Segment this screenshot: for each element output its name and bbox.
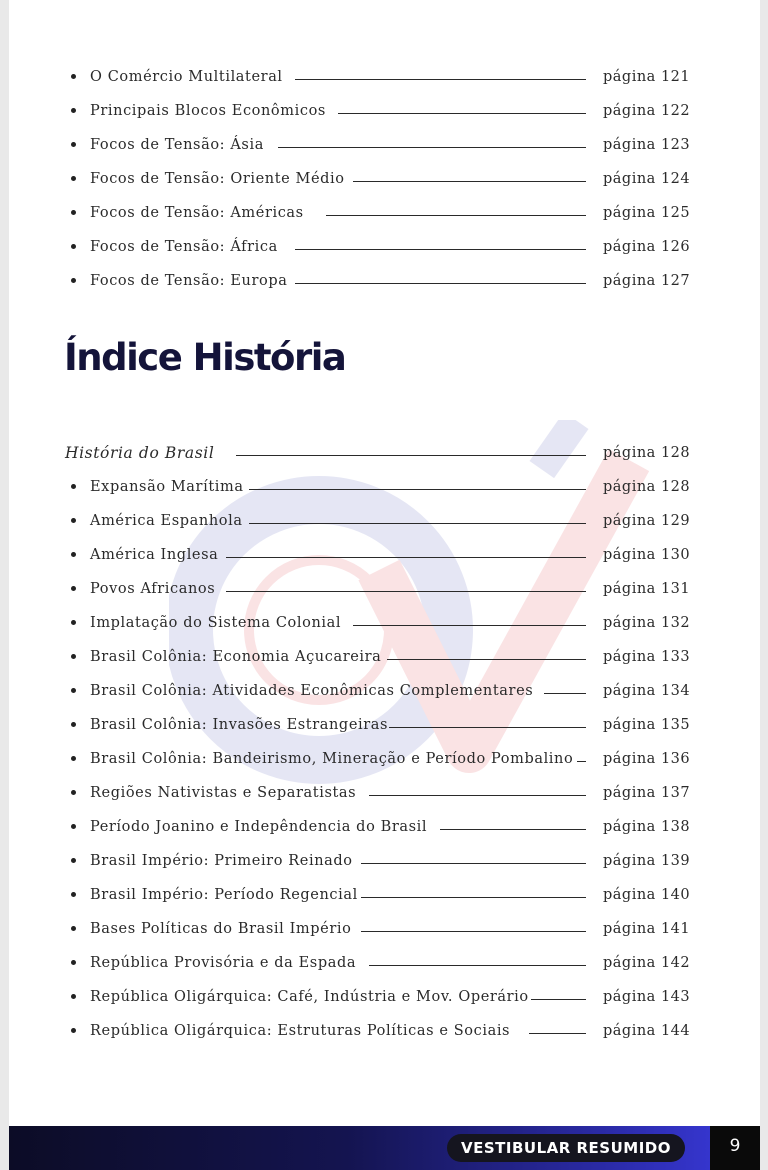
toc-entry[interactable] [9,577,760,601]
historia-heading-row[interactable] [9,441,760,465]
bullet-icon [71,722,76,727]
bullet-icon [71,824,76,829]
bullet-icon [71,620,76,625]
toc-entry-page: página 127 [603,273,691,289]
leader-line [226,557,586,558]
toc-entry-label: América Espanhola [90,513,243,529]
toc-entry[interactable] [9,65,760,89]
toc-entry-page: página 135 [603,717,691,733]
toc-entry-page: página 121 [603,69,691,85]
toc-entry-page: página 143 [603,989,691,1005]
leader-line [531,999,586,1000]
bullet-icon [71,518,76,523]
leader-line [369,965,586,966]
bullet-icon [71,484,76,489]
toc-entry-label: Brasil Colônia: Bandeirismo, Mineração e Período Pombalino [90,751,574,767]
toc-entry[interactable] [9,235,760,259]
leader-line [361,863,586,864]
bullet-icon [71,654,76,659]
toc-entry-page: página 132 [603,615,691,631]
historia-heading-label: História do Brasil [65,444,215,462]
bullet-icon [71,858,76,863]
leader-line [226,591,586,592]
leader-line [529,1033,586,1034]
toc-entry-page: página 129 [603,513,691,529]
toc-entry-page: página 131 [603,581,691,597]
leader-line [326,215,586,216]
toc-entry[interactable] [9,815,760,839]
leader-line [577,761,586,762]
toc-entry[interactable] [9,509,760,533]
toc-entry-page: página 125 [603,205,691,221]
toc-entry-page: página 123 [603,137,691,153]
leader-line [440,829,586,830]
toc-entry-label: Focos de Tensão: Américas [90,205,304,221]
bullet-icon [71,960,76,965]
toc-entry-label: Regiões Nativistas e Separatistas [90,785,357,801]
toc-entry-label: Implatação do Sistema Colonial [90,615,342,631]
leader-line [338,113,586,114]
toc-entry-label: Principais Blocos Econômicos [90,103,326,119]
toc-entry-label: República Oligárquica: Estruturas Políticas e Sociais [90,1023,511,1039]
bullet-icon [71,1028,76,1033]
toc-entry[interactable] [9,99,760,123]
toc-entry[interactable] [9,269,760,293]
brand-badge: VESTIBULAR RESUMIDO [447,1134,685,1162]
leader-line [249,523,586,524]
historia-heading-page: página 128 [603,445,691,461]
bullet-icon [71,790,76,795]
toc-entry[interactable] [9,645,760,669]
toc-entry-label: Brasil Império: Período Regencial [90,887,358,903]
toc-entry-label: República Provisória e da Espada [90,955,357,971]
leader-line [278,147,586,148]
bullet-icon [71,278,76,283]
toc-entry[interactable] [9,747,760,771]
toc-entry[interactable] [9,543,760,567]
toc-entry-label: Focos de Tensão: Europa [90,273,288,289]
leader-line [353,625,586,626]
toc-entry-label: Focos de Tensão: Ásia [90,137,264,153]
leader-line [295,249,586,250]
bullet-icon [71,994,76,999]
toc-entry[interactable] [9,849,760,873]
bullet-icon [71,688,76,693]
toc-entry-page: página 133 [603,649,691,665]
toc-entry-page: página 136 [603,751,691,767]
bullet-icon [71,586,76,591]
toc-entry-page: página 141 [603,921,691,937]
toc-entry[interactable] [9,883,760,907]
toc-entry-label: Período Joanino e Indepêndencia do Brasil [90,819,428,835]
leader-line [295,79,586,80]
section-title: Índice História [64,336,346,379]
toc-entry[interactable] [9,133,760,157]
toc-entry-label: República Oligárquica: Café, Indústria e Mov. Operário [90,989,529,1005]
toc-entry-label: Brasil Colônia: Economia Açucareira [90,649,382,665]
toc-entry[interactable] [9,917,760,941]
toc-entry-page: página 134 [603,683,691,699]
toc-entry-page: página 122 [603,103,691,119]
toc-entry[interactable] [9,679,760,703]
toc-entry[interactable] [9,781,760,805]
leader-line [544,693,586,694]
leader-line [236,455,586,456]
toc-entry-label: Brasil Colônia: Atividades Econômicas Complementares [90,683,534,699]
toc-entry[interactable] [9,985,760,1009]
toc-entry-label: Focos de Tensão: África [90,239,278,255]
bullet-icon [71,142,76,147]
toc-entry-label: Brasil Império: Primeiro Reinado [90,853,353,869]
toc-entry-label: Bases Políticas do Brasil Império [90,921,352,937]
toc-entry-page: página 130 [603,547,691,563]
toc-entry[interactable] [9,611,760,635]
leader-line [249,489,586,490]
toc-entry-page: página 140 [603,887,691,903]
toc-entry-page: página 144 [603,1023,691,1039]
toc-entry-label: Povos Africanos [90,581,216,597]
toc-entry-label: Expansão Marítima [90,479,244,495]
toc-entry-label: Brasil Colônia: Invasões Estrangeiras [90,717,389,733]
bullet-icon [71,552,76,557]
page-number: 9 [710,1126,760,1170]
toc-entry-label: O Comércio Multilateral [90,69,283,85]
bullet-icon [71,756,76,761]
toc-entry-page: página 124 [603,171,691,187]
leader-line [353,181,586,182]
toc-entry[interactable] [9,201,760,225]
toc-entry-page: página 142 [603,955,691,971]
toc-entry[interactable] [9,713,760,737]
toc-entry-label: América Inglesa [90,547,219,563]
bullet-icon [71,176,76,181]
bullet-icon [71,926,76,931]
toc-entry[interactable] [9,475,760,499]
leader-line [387,659,586,660]
bullet-icon [71,108,76,113]
toc-entry[interactable] [9,167,760,191]
toc-entry-page: página 138 [603,819,691,835]
leader-line [295,283,586,284]
toc-entry-page: página 139 [603,853,691,869]
leader-line [361,897,586,898]
leader-line [361,931,586,932]
bullet-icon [71,244,76,249]
toc-entry[interactable] [9,951,760,975]
toc-entry-label: Focos de Tensão: Oriente Médio [90,171,345,187]
toc-entry[interactable] [9,1019,760,1043]
toc-entry-page: página 128 [603,479,691,495]
leader-line [369,795,586,796]
leader-line [389,727,586,728]
toc-entry-page: página 126 [603,239,691,255]
bullet-icon [71,210,76,215]
toc-entry-page: página 137 [603,785,691,801]
bullet-icon [71,892,76,897]
bullet-icon [71,74,76,79]
document-page [9,0,760,1170]
